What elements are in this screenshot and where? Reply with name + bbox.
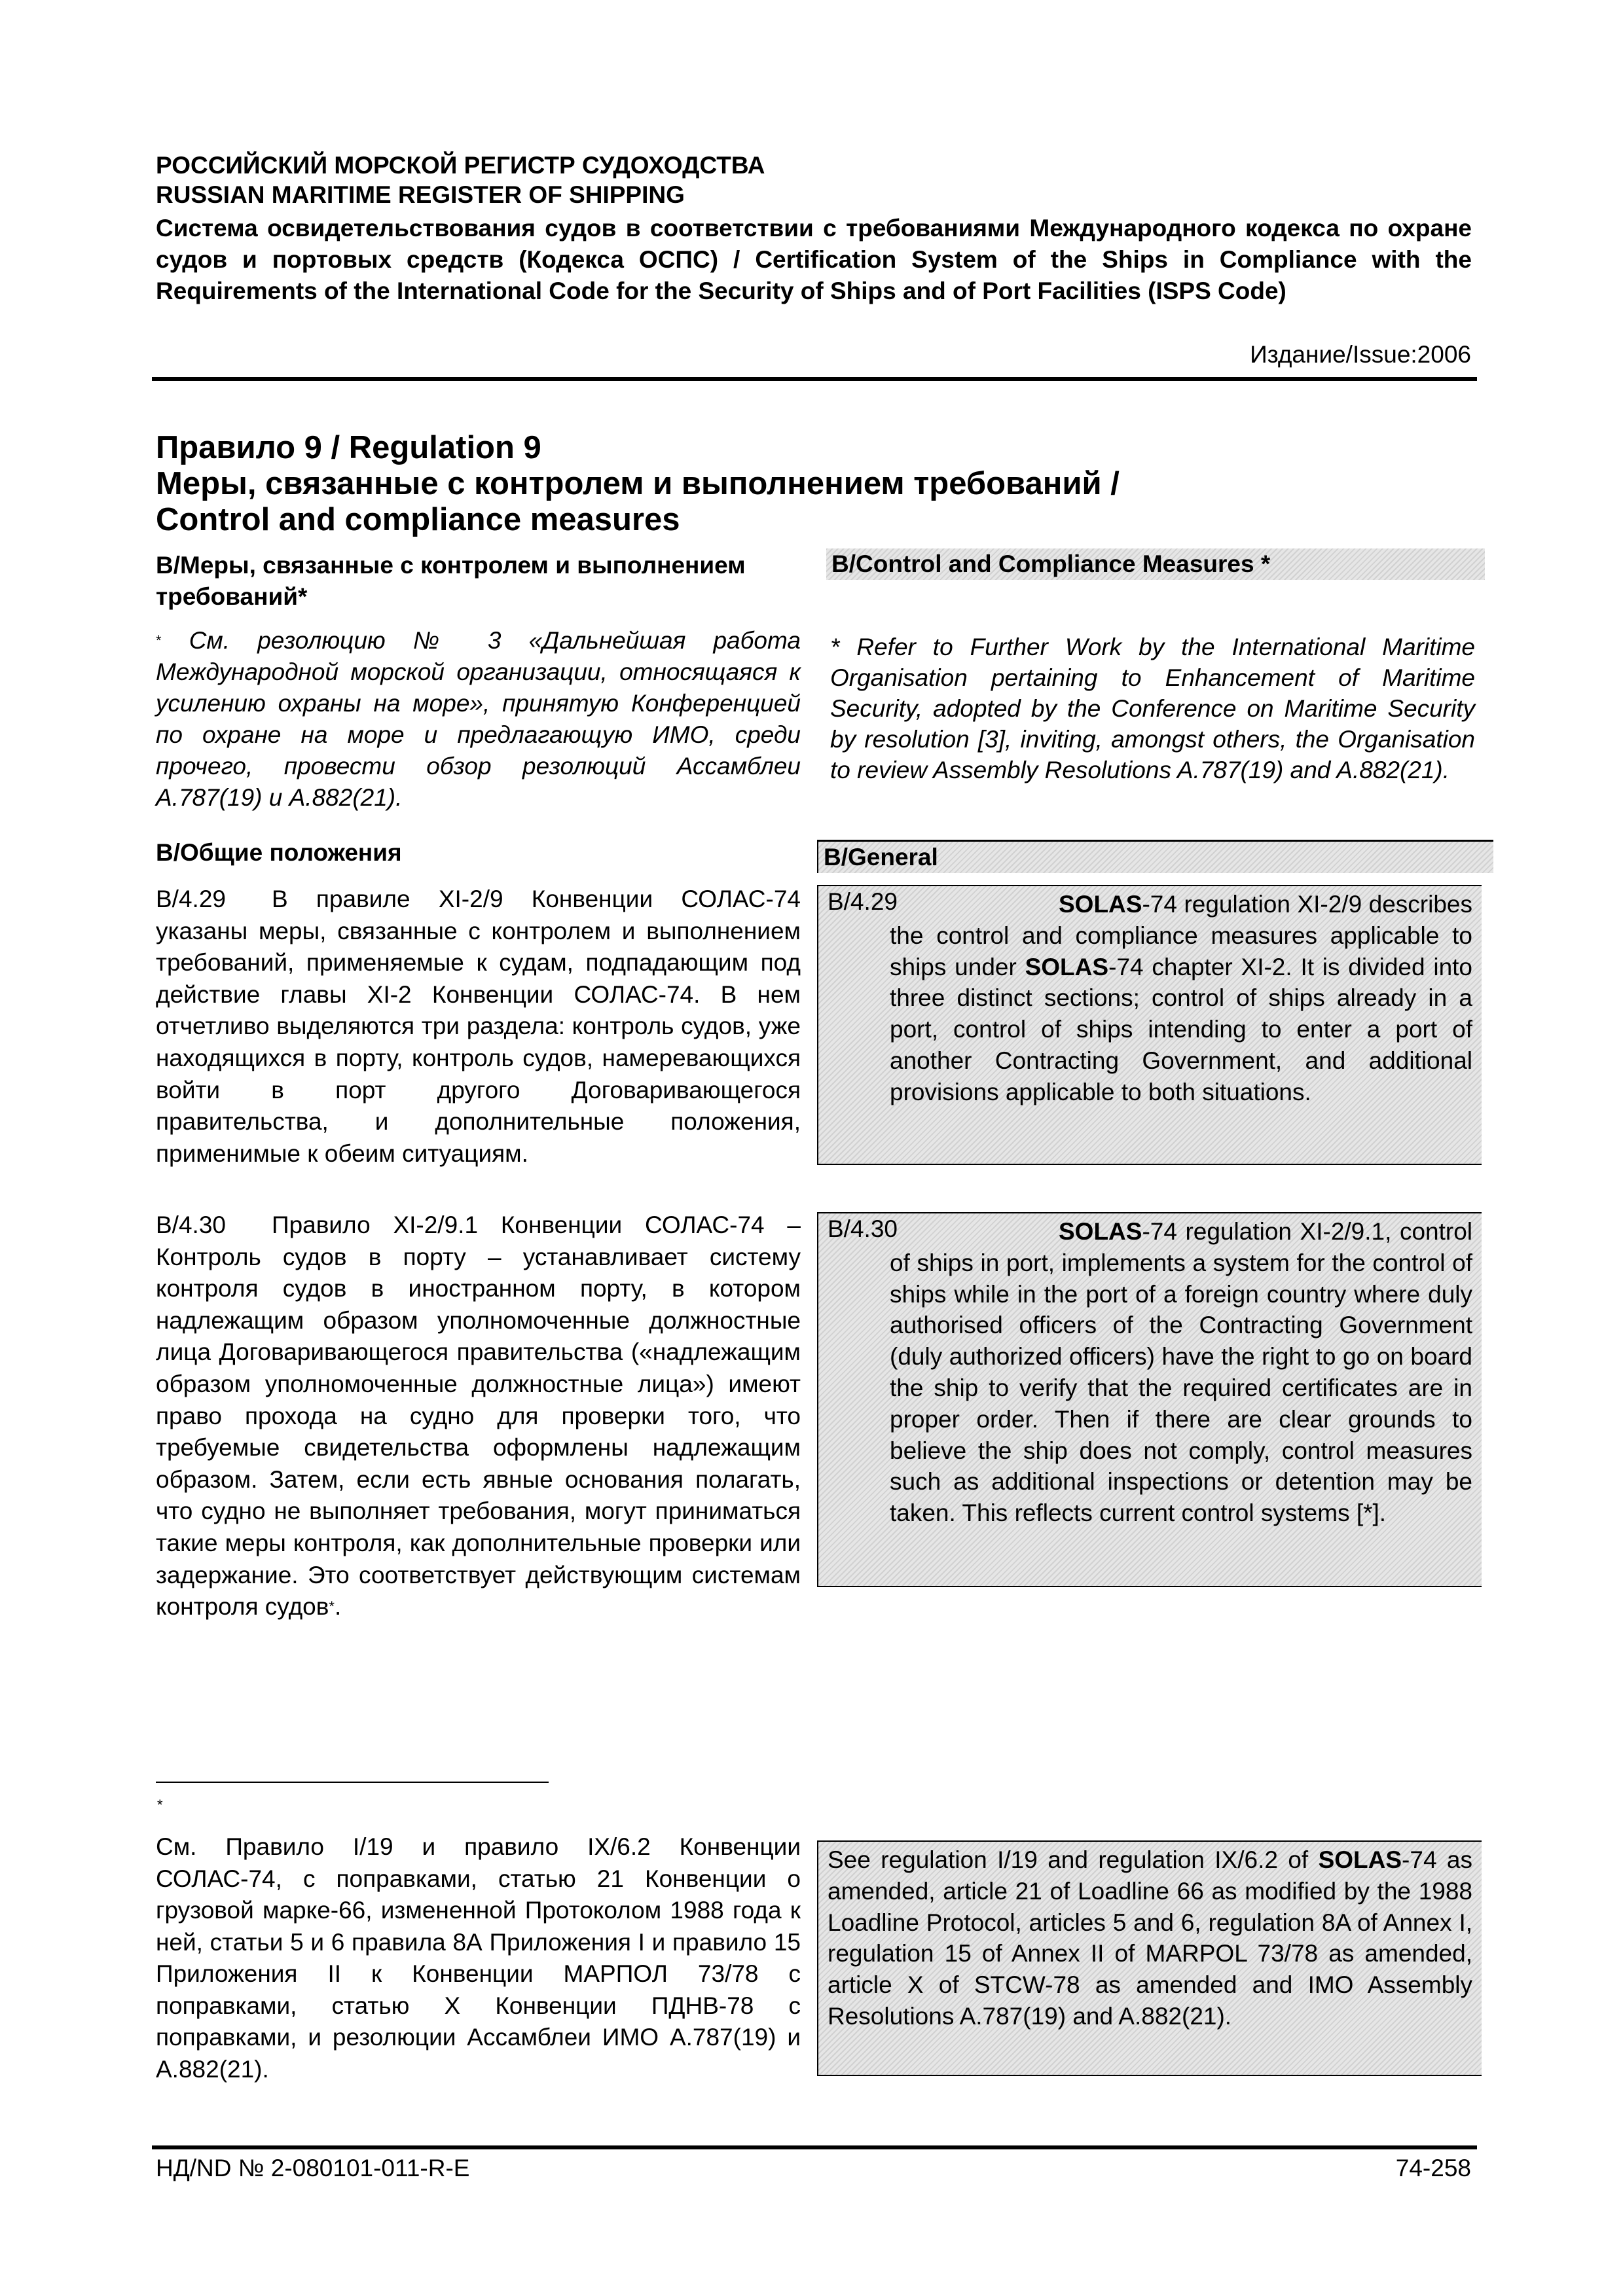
- org-name-en: RUSSIAN MARITIME REGISTER OF SHIPPING: [156, 181, 685, 208]
- solas-label: SOLAS: [1059, 891, 1142, 918]
- paragraph-text-part: -74 regulation XI-2/9.1, control of ships in port, implements a system for the control of ships while in the port of a foreign country where duly authorised officers of the Contracting Government (duly authorized officers) have the right to go on board the ship to verify that the required certificates are in proper order. Then if there are clear grounds to believe the ship does not comply, control measures such as additional inspections or detention may be taken. This reflects current control systems [*].: [890, 1218, 1472, 1527]
- solas-label: SOLAS: [1318, 1846, 1402, 1873]
- system-title: Система освидетельствования судов в соответствии с требованиями Международного кодекса по охране судов и портовых средств (Кодекса ОСПС) / Certification System of the Ships in Compliance with the Requirements of the International Code for the Security of Ships and of Port Facilities (ISPS Code): [156, 215, 1472, 304]
- bottom-footnote-en: [817, 1840, 1482, 2076]
- section-heading-ru: B/Меры, связанные с контролем и выполнением требований*: [156, 552, 746, 610]
- header-rule: [152, 377, 1477, 381]
- paragraph-number: B/4.29: [828, 888, 898, 915]
- regulation-title-ru: Меры, связанные с контролем и выполнением требований /: [156, 466, 1120, 501]
- org-name-ru: РОССИЙСКИЙ МОРСКОЙ РЕГИСТР СУДОХОДСТВА: [156, 152, 765, 179]
- solas-label: SOLAS: [1059, 1218, 1142, 1245]
- paragraph-text: Правило XI-2/9.1 Конвенции СОЛАС-74 – Контроль судов в порту – устанавливает систему контроля судов в иностранном порту, в котором надлежащим образом уполномоченные должностные лица Договаривающегося правительства («надлежащим образом уполномоченные должностные лица») имеют право прохода на судно для проверки того, что требуемые свидетельства оформлены надлежащим образом. Затем, если есть явные основания полагать, что судно не выполняет требования, могут приниматься такие меры контроля, как дополнительные проверки или задержание. Это соответствует действующим системам контроля судов: [156, 1211, 801, 1621]
- paragraph-end: .: [334, 1593, 342, 1621]
- paragraph-4-30-ru: [156, 1210, 801, 1623]
- regulation-title-en: Control and compliance measures: [156, 502, 680, 537]
- solas-label: SOLAS: [1025, 953, 1109, 980]
- footnote-text-part: See regulation I/19 and regulation IX/6.2 of: [828, 1846, 1319, 1873]
- footnote-marker: *: [156, 632, 162, 649]
- general-heading-ru: B/Общие положения: [156, 839, 402, 866]
- footer-rule: [152, 2145, 1477, 2149]
- section-footnote-ru: [156, 625, 801, 814]
- footnote-marker: *: [329, 1598, 335, 1615]
- paragraph-text: [890, 1216, 1472, 1529]
- footnote-marker: *: [157, 1797, 163, 1813]
- paragraph-text-part: -74 chapter XI-2. It is divided into three distinct sections; control of ships already in a port, control of ships intending to enter a port of another Contracting Government, and additional provisions applicable to both situations.: [890, 953, 1472, 1105]
- bottom-footnote-en-text: [828, 1844, 1472, 2032]
- paragraph-text: [890, 889, 1472, 1108]
- section-footnote-en: * Refer to Further Work by the International Maritime Organisation pertaining to Enhancement of Maritime Security, adopted by the Conference on Maritime Security by resolution [3], inviting, amongst others, the Organisation to review Assembly Resolutions A.787(19) and A.882(21).: [830, 634, 1475, 783]
- footnote-text-part: -74 as amended, article 21 of Loadline 66 as modified by the 1988 Loadline Protocol, articles 5 and 6, regulation 8A of Annex I, regulation 15 of Annex II of MARPOL 73/78 as amended, article X of STCW-78 as amended and IMO Assembly Resolutions A.787(19) and A.882(21).: [828, 1846, 1472, 2030]
- section-footnote-ru-text: См. резолюцию № 3 «Дальнейшая работа Международной морской организации, относящаяся к усилению охраны на море», принятую Конференцией по охране на море и предлагающую ИМО, среди прочего, провести обзор резолюций Ассамблеи А.787(19) и А.882(21).: [156, 627, 801, 811]
- paragraph-text: В правиле XI-2/9 Конвенции СОЛАС-74 указаны меры, связанные с контролем и выполнением требований, применяемые к судам, подпадающим под действие главы XI-2 Конвенции СОЛАС-74. В нем отчетливо выделяются три раздела: контроль судов, уже находящихся в порту, контроль судов, намеревающихся войти в порт другого Договаривающегося правительства, и дополнительные положения, применимые к обеим ситуациям.: [156, 886, 801, 1167]
- general-heading-en: B/General: [817, 840, 1493, 873]
- regulation-number: Правило 9 / Regulation 9: [156, 430, 541, 465]
- paragraph-number: B/4.30: [828, 1215, 898, 1242]
- bottom-footnote-ru: См. Правило I/19 и правило IX/6.2 Конвенции СОЛАС-74, с поправками, статью 21 Конвенции о грузовой марке-66, измененной Протоколом 1988 года к ней, статьи 5 и 6 правила 8А Приложения I и правило 15 Приложения II к Конвенции МАРПОЛ 73/78 с поправками, статью X Конвенции ПДНВ-78 с поправками, и резолюции Ассамблеи ИМО А.787(19) и А.882(21).: [156, 1833, 801, 2083]
- page-number: 74-258: [1395, 2155, 1471, 2181]
- paragraph-4-30-en: [817, 1212, 1482, 1587]
- paragraph-number: B/4.29: [156, 886, 226, 912]
- section-heading-en: B/Control and Compliance Measures *: [826, 548, 1485, 580]
- paragraph-4-29-ru: [156, 884, 801, 1170]
- footnote-rule: [156, 1782, 549, 1783]
- paragraph-number: B/4.30: [156, 1211, 226, 1238]
- paragraph-4-29-en: [817, 885, 1482, 1165]
- paragraph-text-part: -74 regulation XI-2/9 describes the control and compliance measures applicable to ships under: [890, 891, 1472, 980]
- issue-label: Издание/Issue:2006: [1250, 341, 1471, 368]
- document-number: НД/ND № 2-080101-011-R-E: [156, 2155, 470, 2181]
